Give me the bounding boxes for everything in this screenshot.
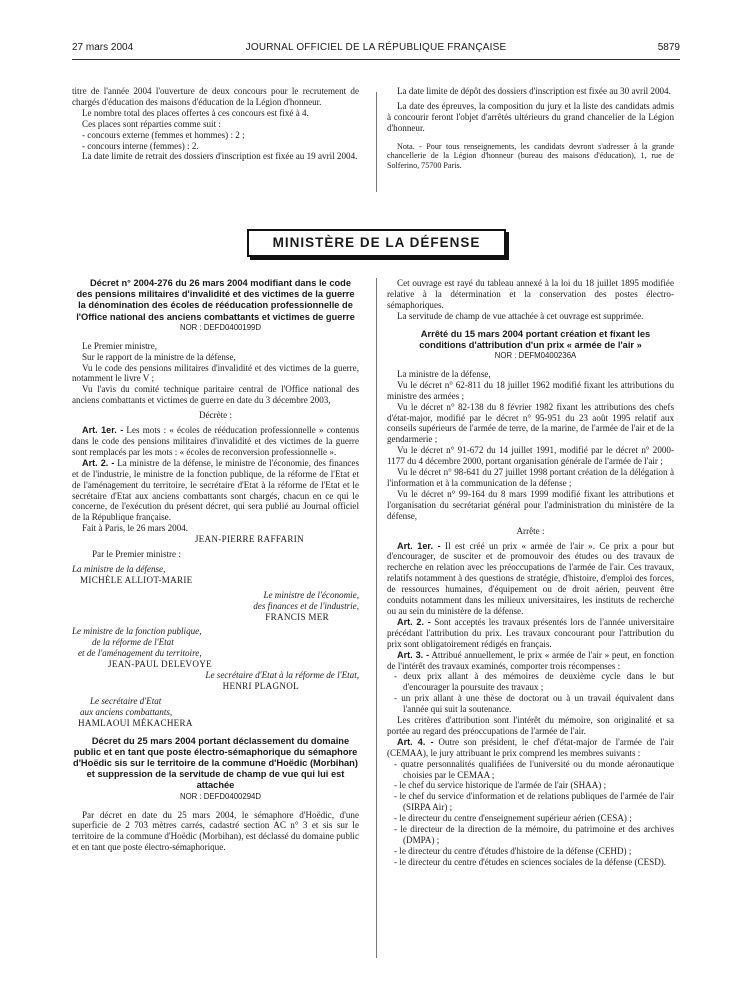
article-1 bbox=[387, 541, 674, 617]
paragraph: La date limite de retrait des dossiers d'inscription est fixée au 19 avril 2004. bbox=[82, 151, 358, 162]
arrete-nor: NOR : DEFM0400236A bbox=[494, 351, 577, 361]
paragraph: Par décret en date du 25 mars 2004, le sémaphore d'Hoëdic, d'une superficie de 2 703 mètres carrés, cadastré section AC n° 3 et sis sur le territoire de la commune d'Hoëdic (Morbihan), est déclassé du domaine public et en tant que poste électro-sémaphorique. bbox=[72, 809, 359, 853]
article-text: La ministre de la défense, le ministre de l'économie, des finances et de l'industrie, le ministre de la fonction publique, de la réforme de l'Etat et de l'aménagement du territoire, le secrétaire d'Etat à la réforme de l'Etat et le secrétaire d'Etat aux anciens combattants sont chargés, chacun en ce qui le concerne, de l'exécution du présent décret, qui sera publié au Journal officiel de la République française. bbox=[72, 457, 359, 523]
article-2 bbox=[72, 458, 359, 523]
paragraph: Le nombre total des places offertes à ces concours est fixé à 4. bbox=[82, 107, 309, 118]
article-1 bbox=[72, 425, 359, 458]
page-header bbox=[72, 40, 680, 56]
nota-note: Nota. - Pour tous renseignements, les candidats devront s'adresser à la grande chancellerie de la Légion d'honneur (bureau des maisons d'éducation), 1, rue de Solferino, 75700 Paris. bbox=[387, 141, 674, 171]
article-4 bbox=[387, 737, 674, 759]
top-right-column bbox=[387, 86, 674, 171]
journal-title: JOURNAL OFFICIEL DE LA RÉPUBLIQUE FRANÇAISE bbox=[245, 42, 507, 53]
article-label: Art. 3. - bbox=[397, 649, 430, 660]
list-item: - le directeur du centre d'enseignement supérieur aérien (CESA) ; bbox=[394, 813, 632, 824]
list-item: - le directeur de la direction de la mémoire, du patrimoine et des archives (DMPA) ; bbox=[394, 824, 674, 845]
list-item: - le directeur du centre d'études en sciences sociales de la défense (CESD). bbox=[394, 856, 667, 867]
decret2-title: Décret du 25 mars 2004 portant déclassement du domaine public et en tant que poste électro-sémaphorique du sémaphore d'Hoëdic sis sur le territoire de la commune d'Hoëdic (Morbihan) et suppression de la servitude de champ de vue qui lui est attachée bbox=[73, 735, 358, 791]
fait-a-paris: Fait à Paris, le 26 mars 2004. bbox=[82, 523, 189, 534]
signature-role: Le secrétaire d'Etat bbox=[90, 695, 162, 706]
paragraph: La servitude de champ de vue attachée à cet ouvrage est supprimée. bbox=[397, 310, 644, 321]
signature-role: de la réforme de l'Etat bbox=[92, 637, 174, 648]
header-date: 27 mars 2004 bbox=[72, 42, 134, 53]
column-rule bbox=[376, 278, 377, 958]
list-item: - quatre personnalités qualifiées de l'université ou du monde aéronautique choisies par le CEMAA ; bbox=[394, 758, 674, 780]
signature-role: Le ministre de l'économie, bbox=[263, 589, 359, 600]
signature-role: Le ministre de la fonction publique, bbox=[72, 626, 202, 637]
preamble-line: Vu l'avis du comité technique paritaire central de l'Office national des anciens combattants et victimes de guerre en date du 3 décembre 2003, bbox=[72, 384, 359, 406]
signature-name: FRANCIS MER bbox=[265, 611, 329, 622]
preamble-line: La ministre de la défense, bbox=[397, 368, 491, 379]
decrete-word: Décrète : bbox=[198, 410, 233, 421]
article-text: Il est créé un prix « armée de l'air ». Ce prix a pour but d'encourager, de susciter et de promouvoir des études ou des travaux de recherche en relation avec les préoccupations de l'armée de l'air. Ces travaux, relatifs notamment à des questions de stratégie, d'histoire, d'emploi des forces, de ressources humaines, d'équipement ou de droit aérien, peuvent être conduits notamment dans les milieux universitaires, les instituts de recherche ou au sein du ministère de la défense. bbox=[387, 540, 674, 616]
paragraph: titre de l'année 2004 l'ouverture de deux concours pour le recrutement de chargés d'éducation des maisons d'éducation de la Légion d'honneur. bbox=[72, 86, 359, 107]
paragraph: Ces places sont réparties comme suit : bbox=[82, 118, 221, 129]
list-item: - concours externe (femmes et hommes) : 2 ; bbox=[82, 129, 245, 140]
signature-premier-ministre: JEAN-PIERRE RAFFARIN bbox=[194, 534, 304, 545]
paragraph: Cet ouvrage est rayé du tableau annexé à la loi du 18 juillet 1895 modifiée relative à la détermination et la conservation des postes électro-sémaphoriques. bbox=[387, 278, 674, 310]
left-column bbox=[72, 278, 359, 853]
header-rule bbox=[72, 59, 680, 60]
signature-role: des finances et de l'industrie, bbox=[253, 600, 359, 611]
article-label: Art. 2. - bbox=[397, 616, 431, 627]
article-label: Art. 1er. - bbox=[397, 540, 441, 551]
article-3 bbox=[387, 650, 674, 672]
decret1-title: Décret n° 2004-276 du 26 mars 2004 modifiant dans le code des pensions militaires d'invalidité et des victimes de la guerre la dénomination des écoles de rééducation professionnelle de l'Office national des anciens combattants et victimes de guerre bbox=[76, 278, 355, 322]
top-left-column bbox=[72, 86, 359, 162]
list-item: - le directeur du centre d'études d'histoire de la défense (CEHD) ; bbox=[394, 845, 632, 856]
ministry-heading-box bbox=[247, 229, 506, 257]
article-label: Art. 1er. - bbox=[82, 425, 124, 436]
signature-name: HENRI PLAGNOL bbox=[222, 681, 299, 691]
signature-name: MICHÈLE ALLIOT-MARIE bbox=[80, 574, 193, 585]
arrete-word: Arrête : bbox=[516, 525, 545, 536]
signature-role: aux anciens combattants, bbox=[80, 706, 173, 717]
preamble-line: Vu le décret n° 82-138 du 8 février 1982 fixant les attributions des chefs d'état-major, modifié par le décret n° 95-951 du 23 août 1995 relatif aux conseils supérieurs de l'armée de terre, de la marine, de l'armée de l'air et de la gendarmerie ; bbox=[387, 401, 674, 445]
preamble-line: Vu le décret n° 91-672 du 14 juillet 1991, modifié par le décret n° 2000-1177 du 4 décembre 2000, portant organisation générale de l'armée de l'air ; bbox=[387, 445, 674, 467]
list-item: - un prix allant à une thèse de doctorat ou à un travail équivalent dans l'année qui suit la soutenance. bbox=[394, 693, 674, 715]
par-le-premier-ministre: Par le Premier ministre : bbox=[92, 549, 181, 560]
arrete-title: Arrêté du 15 mars 2004 portant création et fixant les conditions d'attribution d'un prix « armée de l'air » bbox=[419, 328, 651, 350]
paragraph: La date limite de dépôt des dossiers d'inscription est fixée au 30 avril 2004. bbox=[397, 86, 671, 96]
ministry-heading: MINISTÈRE DE LA DÉFENSE bbox=[272, 235, 481, 250]
list-item: - concours interne (femmes) : 2. bbox=[82, 140, 199, 151]
preamble-line: Vu le décret n° 98-641 du 27 juillet 1998 portant création de la délégation à l'information et à la communication de la défense ; bbox=[387, 467, 674, 488]
preamble-line: Le Premier ministre, bbox=[82, 340, 158, 351]
list-item: - deux prix allant à des mémoires de deuxième cycle dans le but d'encourager la poursuite des travaux ; bbox=[394, 671, 674, 693]
article-text: Attribué annuellement, le prix « armée de l'air » peut, en fonction de l'intérêt des travaux examinés, comporter trois récompenses : bbox=[387, 649, 675, 671]
preamble-line: Vu le code des pensions militaires d'invalidité et des victimes de la guerre, notamment le livre V ; bbox=[72, 362, 359, 384]
preamble-line: Vu le décret n° 62-811 du 18 juillet 1962 modifié fixant les attributions du ministre des armées ; bbox=[387, 379, 674, 401]
right-column bbox=[387, 278, 674, 868]
paragraph: Les critères d'attribution sont l'intérêt du mémoire, son originalité et sa portée au regard des préoccupations de l'armée de l'air. bbox=[387, 715, 674, 736]
signature-role: Le secrétaire d'Etat à la réforme de l'Etat, bbox=[205, 670, 359, 681]
list-item: - le chef du service d'information et de relations publiques de l'armée de l'air (SIRPA Air) ; bbox=[394, 791, 674, 813]
column-rule bbox=[376, 92, 377, 192]
preamble-line: Sur le rapport de la ministre de la défense, bbox=[82, 351, 236, 362]
article-label: Art. 2. - bbox=[82, 457, 115, 468]
decret2-nor: NOR : DEFD0400294D bbox=[179, 791, 262, 801]
article-text: Sont acceptés les travaux présentés lors de l'année universitaire précédant l'attribution du prix. Les travaux concourant pour l'attribution du prix sont obligatoirement rédigés en français. bbox=[387, 616, 674, 649]
article-text: Les mots : « écoles de rééducation professionnelle » contenus dans le code des pensions militaires d'invalidité et des victimes de la guerre sont remplacés par les mots : « écoles de reconversion professionnelle ». bbox=[72, 425, 360, 457]
page-number: 5879 bbox=[657, 42, 680, 53]
signature-role: La ministre de la défense, bbox=[72, 563, 166, 574]
article-label: Art. 4. - bbox=[397, 736, 434, 747]
preamble-line: Vu le décret n° 99-164 du 8 mars 1999 modifié fixant les attributions et l'organisation du secrétariat général pour l'administration du ministère de la défense, bbox=[387, 488, 674, 521]
signature-name: HAMLAOUI MÉKACHERA bbox=[78, 717, 193, 728]
signature-name: JEAN-PAUL DELEVOYE bbox=[108, 659, 212, 670]
article-2 bbox=[387, 617, 674, 650]
list-item: - le chef du service historique de l'armée de l'air (SHAA) ; bbox=[394, 780, 607, 791]
decret1-nor: NOR : DEFD0400199D bbox=[179, 322, 262, 332]
signature-role: et de l'aménagement du territoire, bbox=[78, 648, 202, 659]
paragraph: La date des épreuves, la composition du jury et la liste des candidats admis à concourir feront l'objet d'arrêtés ultérieurs du grand chancelier de la Légion d'honneur. bbox=[387, 100, 674, 133]
article-text: Outre son président, le chef d'état-major de l'armée de l'air (CEMAA), le jury attribuant le prix comprend les membres suivants : bbox=[387, 736, 674, 758]
